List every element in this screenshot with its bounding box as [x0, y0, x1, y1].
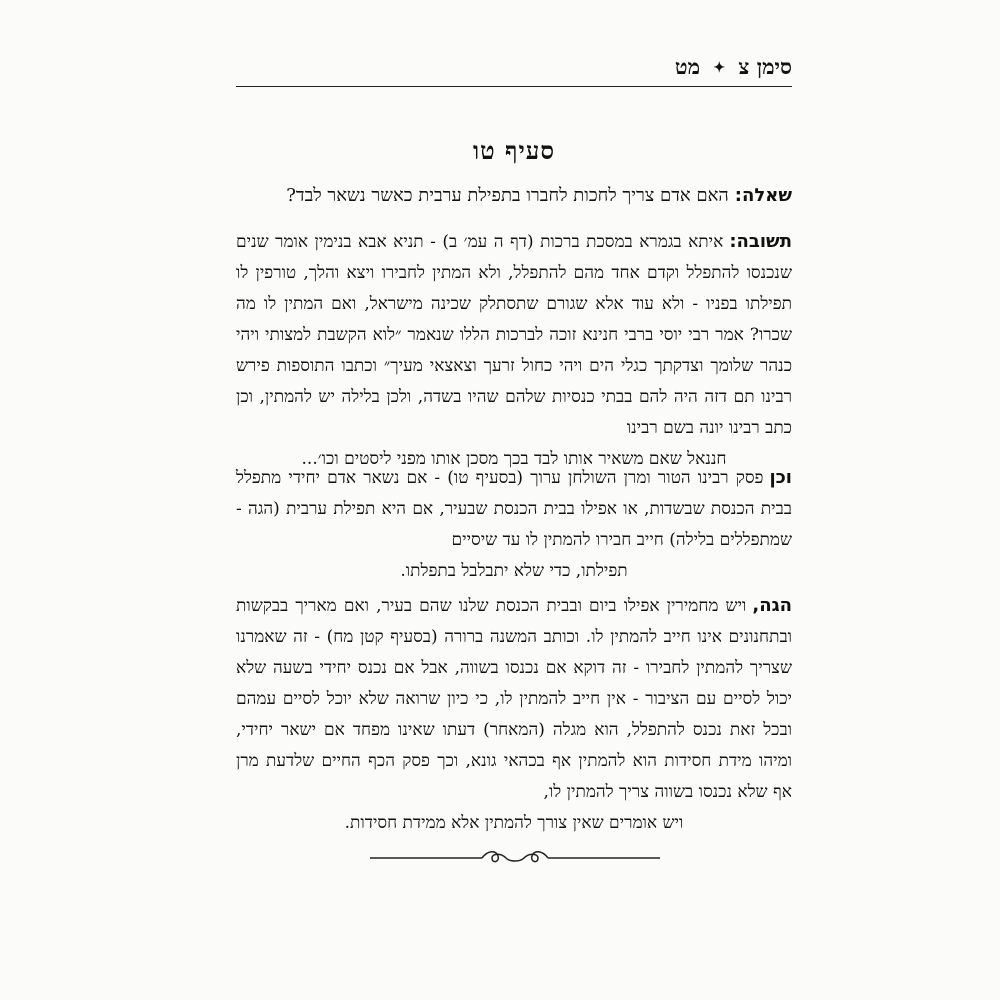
haga-lead: הגה, [752, 595, 793, 616]
running-head-siman: סימן צ [738, 54, 792, 79]
question-text: האם אדם צריך לחכות לחברו בתפילת ערבית כאשר נשאר לבד? [286, 185, 729, 206]
vechen-lead: וכן [769, 467, 792, 488]
section-title: סעיף טו [473, 136, 555, 165]
haga-tail-line: ויש אומרים שאין צורך להמתין אלא ממידת חסידות. [344, 813, 684, 833]
header-rule [236, 86, 792, 87]
haga-text: ויש מחמירין אפילו ביום ובבית הכנסת שלנו שהם בעיר, ואם מאריך בבקשות ובתחנונים אינו חייב להמתין לו. וכותב המשנה ברורה (בסעיף קטן מח) - זה שאמרנו שצריך להמתין לחבירו - זה דוקא אם נכנסו בשווה, אבל אם נכנס יחידי בשעה שלא יכול לסיים עם הציבור - אין חייב להמתין לו, כי כיון שרואה שלא יוכל לסיים עמהם ובכל זאת נכנס להתפלל, הוא מגלה (המאחר) דעתו שאינו מפחד אם ישאר יחידי, ומיהו מידת חסידות הוא להמתין אף בכהאי גונא, וכך פסק הכף החיים שלדעת מרן אף שלא נכנסו בשווה צריך להמתין לו, [236, 596, 792, 802]
vechen-paragraph [236, 462, 792, 587]
answer-tail-line: חננאל שאם משאיר אותו לבד בכך מסכן אותו מפני ליסטים וכו׳... [301, 449, 727, 469]
answer-paragraph [236, 226, 792, 475]
answer-lead: תשובה: [729, 231, 792, 252]
running-head [236, 54, 792, 80]
answer-text: איתא בגמרא במסכת ברכות (דף ה עמ׳ ב) - תניא אבא בנימין אומר שנים שנכנסו להתפלל וקדם אחד מהם להתפלל, ולא המתין לחבירו ויצא והלך, טורפין לו תפילתו בפניו - ולא עוד אלא שגורם שתסתלק שכינה מישראל, ואם המתין לו מה שכרו? אמר רבי יוסי ברבי חנינא זוכה לברכות הללו שנאמר ״לוא הקשבת למצותי ויהי כנהר שלומך וצדקתך כגלי הים ויהי כחול זרעך וצאצאי מעיך״ וכתבו התוספות פירש רבינו תם דזה היה להם בבתי כנסיות שלהם שהיו בשדה, ולכן בלילה יש להמתין, וכן כתב רבינו יונה בשם רבינו [236, 232, 792, 438]
haga-paragraph [236, 590, 792, 839]
question-paragraph [236, 180, 792, 211]
flourish-divider-icon [370, 844, 660, 872]
vechen-tail-line: תפילתו, כדי שלא יתבלבל בתפלתו. [400, 561, 628, 581]
vechen-text: פסק רבינו הטור ומרן השולחן ערוך (בסעיף טו) - אם נשאר אדם יחידי מתפלל בבית הכנסת שבשדות, או אפילו בבית הכנסת שבעיר, אם היא תפילת ערבית (הגה - שמתפללים בלילה) חייב חבירו להמתין לו עד שיסיים [236, 468, 792, 550]
page-number: מט [674, 54, 701, 79]
question-lead: שאלה: [734, 185, 792, 206]
diamond-ornament-icon: ✦ [713, 60, 726, 76]
